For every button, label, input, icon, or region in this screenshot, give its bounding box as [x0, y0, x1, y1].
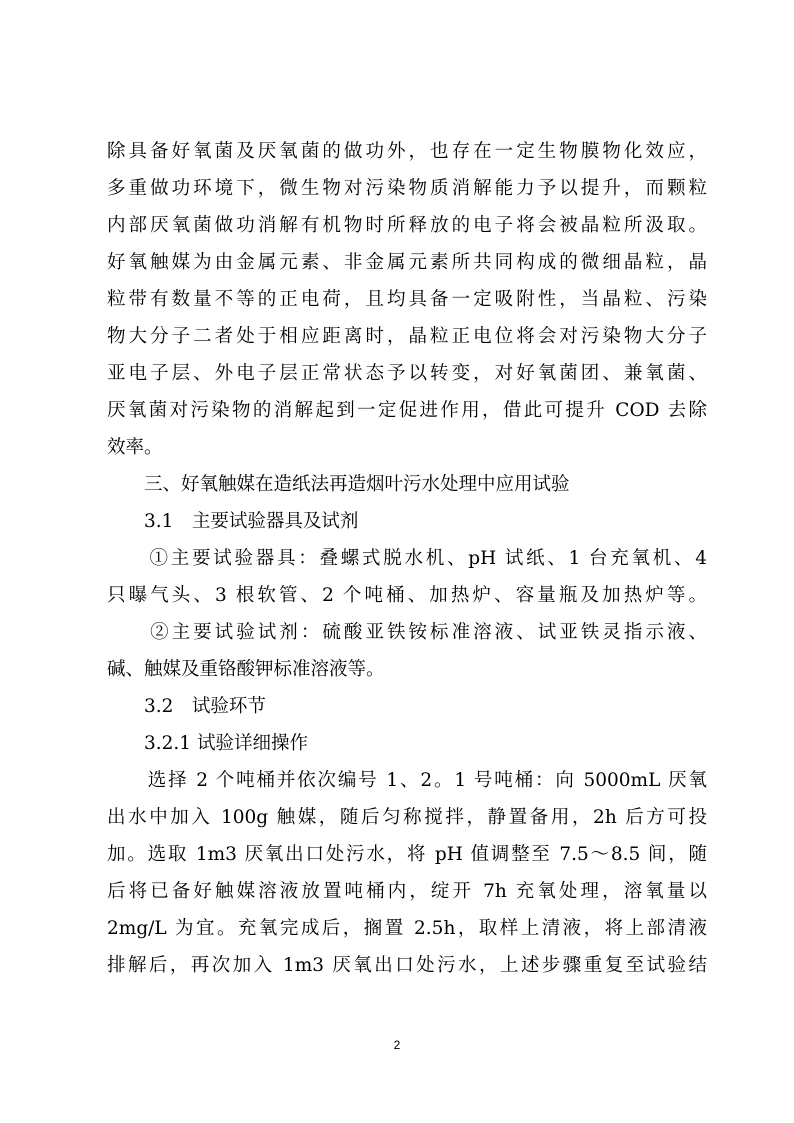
text-line: 粒带有数量不等的正电荷，且均具备一定吸附性，当晶粒、污染 [107, 289, 707, 310]
text-line: 厌氧菌对污染物的消解起到一定促进作用，借此可提升 COD 去除 [107, 400, 707, 421]
text-line: 2mg/L 为宜。充氧完成后，搁置 2.5h，取样上清液，将上部清液 [107, 918, 707, 939]
body-text [107, 133, 707, 984]
text-line: 除具备好氧菌及厌氧菌的做功外，也存在一定生物膜物化效应， [107, 141, 707, 162]
text-line: 碱、触媒及重铬酸钾标准溶液等。 [107, 659, 385, 680]
text-line: 好氧触媒为由金属元素、非金属元素所共同构成的微细晶粒，晶 [107, 252, 707, 273]
text-line: 出水中加入 100g 触媒，随后匀称搅拌，静置备用，2h 后方可投 [107, 807, 707, 828]
page-number: 2 [393, 1038, 401, 1052]
text-line: 亚电子层、外电子层正常状态予以转变，对好氧菌团、兼氧菌、 [107, 363, 707, 384]
subsection-heading: 3.2 试验环节 [107, 696, 266, 717]
text-line: 加。选取 1m3 厌氧出口处污水，将 pH 值调整至 7.5～8.5 间，随 [107, 844, 707, 865]
text-line: ②主要试验试剂：硫酸亚铁铵标准溶液、试亚铁灵指示液、 [107, 622, 707, 643]
text-line: 多重做功环境下，微生物对污染物质消解能力予以提升，而颗粒 [107, 178, 707, 199]
text-line: 效率。 [107, 437, 163, 458]
text-line: 只曝气头、3 根软管、2 个吨桶、加热炉、容量瓶及加热炉等。 [107, 585, 707, 606]
section-heading: 三、好氧触媒在造纸法再造烟叶污水处理中应用试验 [107, 474, 570, 495]
subsection-heading: 3.1 主要试验器具及试剂 [107, 511, 359, 532]
text-line: 排解后，再次加入 1m3 厌氧出口处污水，上述步骤重复至试验结 [107, 955, 707, 976]
text-line: 内部厌氧菌做功消解有机物时所释放的电子将会被晶粒所汲取。 [107, 215, 707, 236]
text-line: 物大分子二者处于相应距离时，晶粒正电位将会对污染物大分子 [107, 326, 707, 347]
text-line: 后将已备好触媒溶液放置吨桶内，绽开 7h 充氧处理，溶氧量以 [107, 881, 707, 902]
text-line: ①主要试验器具：叠螺式脱水机、pH 试纸、1 台充氧机、4 [107, 548, 707, 569]
subsection-heading: 3.2.1 试验详细操作 [107, 733, 308, 754]
text-line: 选择 2 个吨桶并依次编号 1、2。1 号吨桶：向 5000mL 厌氧 [107, 770, 707, 791]
